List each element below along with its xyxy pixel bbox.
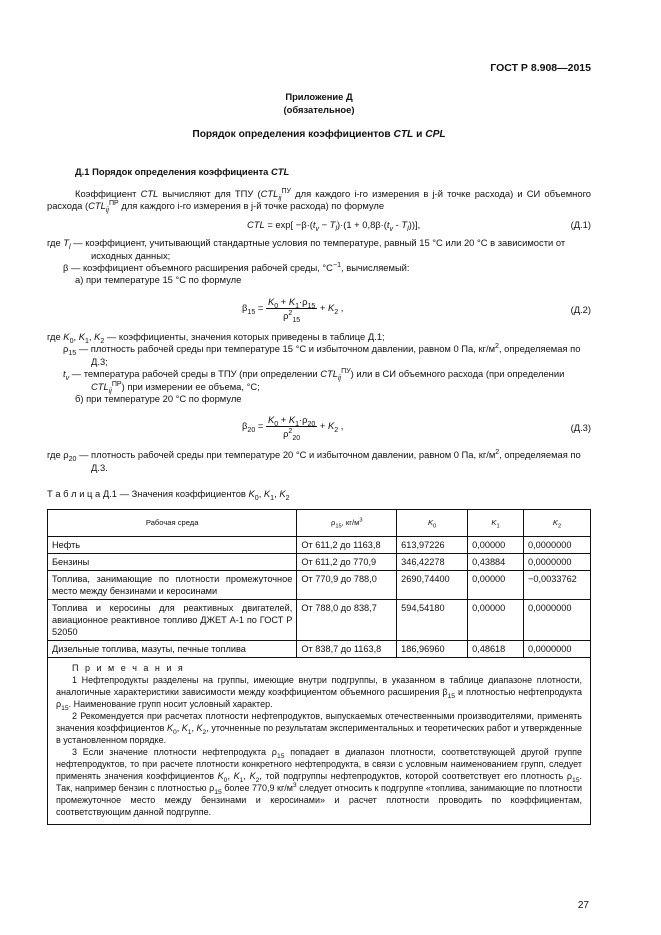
notes-title: П р и м е ч а н и я — [72, 662, 185, 673]
header-k2: $K_2$ — [524, 509, 591, 536]
formula-number: (Д.3) — [570, 422, 591, 434]
header-k0: $K_0$ — [397, 509, 468, 536]
cell-k2: 0,0000000 — [524, 599, 591, 640]
cell-density: От 611,2 до 770,9 — [297, 553, 397, 570]
where-rho15: $\rho_{15}$ — плотность рабочей среды при температуре 15 °С и избыточном давлении, равном 0 Па, $кг/м^2$, определяемая по Д.3; — [63, 343, 581, 367]
page-content — [47, 0, 591, 825]
cell-medium: Бензины — [48, 553, 297, 570]
cell-medium: Топлива и керосины для реактивных двигателей, авиационное реактивное топливо ДЖЕТ А-1 по ГОСТ Р 52050 — [48, 599, 297, 640]
cell-k0: 186,96960 — [397, 640, 468, 657]
standard-number: ГОСТ Р 8.908—2015 — [490, 62, 591, 74]
table-header-row — [48, 509, 591, 536]
formula-d3: $\beta_{20}$ = $\frac{K_0 + K_1\cdot\rho_{20}}{\rho^2_{20}}$ + $K_2$ , (Д.3) — [242, 414, 591, 443]
cell-k1: 0,00000 — [468, 599, 524, 640]
section-heading: Д.1 Порядок определения коэффициента CTL — [75, 165, 290, 177]
table-caption — [47, 488, 591, 500]
cell-medium: Топлива, занимающие по плотности промежуточное место между бензинами и керосинами — [48, 570, 297, 599]
cell-k1: 0,43884 — [468, 553, 524, 570]
table-row — [48, 553, 591, 570]
appendix-title: Приложение Д — [285, 91, 353, 103]
note-3: 3 Если значение плотности нефтепродукта $\rho_{15}$ попадает в диапазон плотности, соответствующей другой группе нефтепродуктов, то при расчете плотности конкретного нефтепродукта, в связи с условным наименованием групп, следует применять значения коэффициентов $K_0$, $K_1$, $K_2$, той подгруппы нефтепродуктов, которой соответствует его плотность $\rho_{15}$. Так, например бензин с плотностью $\rho_{15}$ более 770,9 $кг/м^3$ следует относить к подгруппе «топлива, занимающие по плотности промежуточное место между бензинами и керосинами» и расчет плотности проводить по коэффициентам, соответствующим данной подгруппе. — [56, 746, 583, 817]
cell-k2: 0,0000000 — [524, 536, 591, 553]
cell-k2: −0,0033762 — [524, 570, 591, 599]
cell-k2: 0,0000000 — [524, 553, 591, 570]
intro-paragraph: Коэффициент CTL вычисляют для ТПУ ($CTL_{ij}^{ПУ}$ для каждого i-го измерения в j-й точке расхода) и СИ объемного расхода ($CTL_{ij}^{ПР}$ для каждого i-го измерения в j-й точке расхода) по формуле — [47, 187, 591, 215]
where-rho20: где $\rho_{20}$ — плотность рабочей среды при температуре 20 °С и избыточном давлении, равном 0 Па, $кг/м^2$, определяемая по Д.3. — [47, 449, 581, 473]
cell-k1: 0,48618 — [468, 640, 524, 657]
case-a: а) при температуре 15 °С по формуле — [75, 274, 242, 286]
cell-medium: Дизельные топлива, мазуты, печные топлива — [48, 640, 297, 657]
where-beta: β — коэффициент объемного расширения рабочей среды, $^\circ С^{-1}$, вычисляемый: — [63, 261, 410, 274]
header-density: $\rho_{15}$, $кг/м^3$ — [297, 509, 397, 536]
formula-d1-expression: CTL = $\exp[ -\beta\cdot(t_v - T_l)\cdot(1 + 0,8\beta\cdot(t_v - T_l))]$, — [247, 218, 421, 233]
formula-number: (Д.1) — [570, 218, 591, 230]
table-row — [48, 570, 591, 599]
case-b: б) при температуре 20 °С по формуле — [75, 392, 242, 404]
formula-d2: $\beta_{15}$ = $\frac{K_0 + K_1\cdot\rho_{15}}{\rho^2_{15}}$ + $K_2$ , (Д.2) — [242, 295, 591, 324]
table-row — [48, 599, 591, 640]
note-1: 1 Нефтепродукты разделены на группы, имеющие внутри подгруппы, в указанном в таблице диапазоне плотности, аналогичные характеристики зависимости между коэффициентом объемного расширения $\beta_{15}$ и плотностью нефтепродукта $\rho_{15}$. Наименование групп носит условный характер. — [56, 674, 582, 712]
table-caption-prefix: Т а б л и ц а Д.1 — [47, 488, 118, 500]
table-notes — [48, 657, 591, 824]
where-tv: $t_v$ — температура рабочей среды в ТПУ (при определении $CTL_{ij}^{ПУ}$) или в СИ объемного расхода (при определении $CTL_{ij}^{ПР}$) при измерении ее объема, °С; — [63, 367, 565, 395]
formula-d1 — [47, 219, 591, 231]
header-medium: Рабочая среда — [48, 509, 297, 536]
cell-k0: 2690,74400 — [397, 570, 468, 599]
cell-k1: 0,00000 — [468, 570, 524, 599]
header-k1: $K_1$ — [468, 509, 524, 536]
appendix-heading: Порядок определения коэффициентов CTL и CPL — [192, 129, 446, 141]
cell-k0: 594,54180 — [397, 599, 468, 640]
formula-number: (Д.2) — [570, 303, 591, 315]
coefficients-table — [47, 509, 591, 825]
where-t: где $T_l$ — коэффициент, учитывающий стандартные условия по температуре, равный 15 °С или 20 °С в зависимости от исходных данных; — [47, 237, 566, 261]
page-number: 27 — [577, 900, 589, 911]
cell-density: От 838,7 до 1163,8 — [297, 640, 397, 657]
table-row — [48, 640, 591, 657]
table-row — [48, 536, 591, 553]
cell-k1: 0,00000 — [468, 536, 524, 553]
cell-density: От 788,0 до 838,7 — [297, 599, 397, 640]
cell-k0: 613,97226 — [397, 536, 468, 553]
cell-density: От 770,9 до 788,0 — [297, 570, 397, 599]
note-2: 2 Рекомендуется при расчетах плотности нефтепродуктов, выпускаемых отечественными производителями, применять значения коэффициентов $K_0$, $K_1$, $K_2$, уточненные по результатам экспериментальных и теоретических работ и утвержденные в установленном порядке. — [56, 710, 582, 745]
table-caption-text: — Значения коэффициентов $K_0$, $K_1$, $K_2$ — [117, 488, 290, 502]
where-k: где $K_0$, $K_1$, $K_2$ — коэффициенты, значения которых приведены в таблице Д.1; — [47, 330, 385, 345]
cell-medium: Нефть — [48, 536, 297, 553]
cell-k0: 346,42278 — [397, 553, 468, 570]
cell-density: От 611,2 до 1163,8 — [297, 536, 397, 553]
appendix-status: (обязательное) — [283, 103, 355, 115]
cell-k2: 0,0000000 — [524, 640, 591, 657]
table-notes-row — [48, 657, 591, 824]
